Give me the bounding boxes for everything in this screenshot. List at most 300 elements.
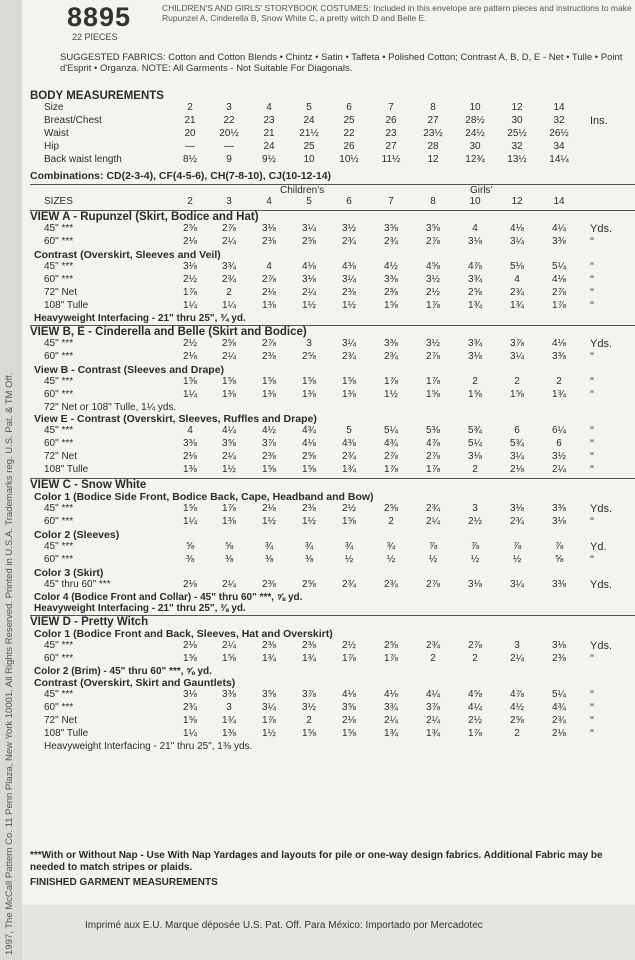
- value-cell: 3⅜: [552, 236, 566, 247]
- note-text: Heavyweight Interfacing - 21" thru 25", ¾ yd.: [34, 313, 246, 324]
- value-cell: 3⅜: [552, 579, 566, 590]
- value-cell: 2¼: [510, 653, 524, 664]
- row-label: 60" ***: [44, 653, 74, 664]
- value-cell: 6¼: [552, 425, 566, 436]
- value-cell: 2¾: [426, 640, 440, 651]
- row-label: 60" ***: [44, 516, 74, 527]
- size-cell: 4: [266, 196, 272, 207]
- value-cell: ⅞: [428, 541, 438, 552]
- value-cell: 26: [343, 141, 355, 152]
- value-cell: 2⅛: [183, 236, 197, 247]
- value-cell: 3⅛: [468, 351, 482, 362]
- value-cell: 1⅝: [302, 728, 316, 739]
- value-cell: 2⅝: [302, 579, 316, 590]
- value-cell: 2¼: [222, 579, 236, 590]
- unit-label: Yds.: [590, 640, 613, 652]
- value-cell: 1⅜: [222, 728, 236, 739]
- subsection-title: Contrast (Overskirt, Sleeves and Veil): [34, 249, 221, 261]
- value-cell: 1¾: [510, 300, 524, 311]
- value-cell: 2⅛: [262, 503, 276, 514]
- note-text: 72" Net or 108" Tulle, 1¼ yds.: [44, 402, 177, 413]
- value-cell: ⅜: [224, 554, 234, 565]
- value-cell: 3⅜: [384, 274, 398, 285]
- value-cell: 4¾: [384, 438, 398, 449]
- value-cell: 1⅞: [426, 376, 440, 387]
- value-cell: 3⅞: [262, 438, 276, 449]
- unit-label: ": [590, 689, 594, 701]
- view-section: [30, 615, 635, 752]
- value-cell: 2⅜: [342, 287, 356, 298]
- value-cell: 21½: [299, 128, 319, 139]
- size-cell: 6: [346, 196, 352, 207]
- unit-label: ": [590, 261, 594, 273]
- unit-label: ": [590, 351, 594, 363]
- value-cell: 4¼: [426, 689, 440, 700]
- value-cell: 12: [427, 154, 439, 165]
- value-cell: 2⅜: [262, 351, 276, 362]
- unit-label: ": [590, 653, 594, 665]
- value-cell: 24: [303, 115, 315, 126]
- value-cell: 1⅞: [426, 300, 440, 311]
- value-cell: 5⅜: [426, 425, 440, 436]
- value-cell: 3⅛: [468, 236, 482, 247]
- value-cell: ⅞: [470, 541, 480, 552]
- unit-label: ": [590, 715, 594, 727]
- value-cell: 12¾: [465, 154, 485, 165]
- value-cell: 2⅜: [302, 503, 316, 514]
- value-cell: 3¼: [510, 451, 524, 462]
- value-cell: ⅜: [304, 554, 314, 565]
- size-cell: 2: [187, 196, 193, 207]
- value-cell: 2⅛: [183, 640, 197, 651]
- value-cell: 1⅝: [183, 715, 197, 726]
- value-cell: 2: [430, 653, 436, 664]
- value-cell: 3⅞: [426, 702, 440, 713]
- value-cell: 23½: [423, 128, 443, 139]
- value-cell: 20: [184, 128, 196, 139]
- size-cell: 14: [553, 196, 565, 207]
- value-cell: 3¼: [262, 702, 276, 713]
- value-cell: 2¾: [552, 715, 566, 726]
- value-cell: 9: [226, 154, 232, 165]
- unit-label: ": [590, 274, 594, 286]
- value-cell: 28: [427, 141, 439, 152]
- value-cell: 3½: [302, 702, 316, 713]
- value-cell: 3¾: [468, 338, 482, 349]
- value-cell: 1⅜: [222, 389, 236, 400]
- value-cell: 1½: [222, 464, 236, 475]
- value-cell: 7: [388, 102, 394, 113]
- value-cell: ⅜: [264, 554, 274, 565]
- value-cell: 3⅜: [384, 338, 398, 349]
- row-label: 108" Tulle: [44, 464, 89, 475]
- value-cell: 22: [343, 128, 355, 139]
- value-cell: 2¼: [222, 351, 236, 362]
- table-row: [30, 261, 635, 274]
- value-cell: ⅝: [554, 554, 564, 565]
- pattern-number: 8895: [67, 2, 132, 32]
- value-cell: 5¼: [552, 261, 566, 272]
- value-cell: 28½: [465, 115, 485, 126]
- value-cell: 2⅝: [302, 451, 316, 462]
- combinations: Combinations: CD(2-3-4), CF(4-5-6), CH(7-8-10), CJ(10-12-14): [30, 170, 332, 182]
- value-cell: 3: [514, 640, 520, 651]
- table-row: [30, 702, 635, 715]
- value-cell: 4: [514, 274, 520, 285]
- value-cell: 2⅝: [302, 236, 316, 247]
- table-row: [30, 102, 635, 115]
- value-cell: 3¼: [342, 338, 356, 349]
- value-cell: 4¼: [552, 223, 566, 234]
- value-cell: 27: [427, 115, 439, 126]
- value-cell: 1⅝: [468, 389, 482, 400]
- value-cell: 1½: [342, 300, 356, 311]
- value-cell: ¾: [304, 541, 314, 552]
- value-cell: 4⅛: [552, 274, 566, 285]
- table-row: [30, 541, 635, 554]
- value-cell: 9½: [262, 154, 276, 165]
- row-label: 45" ***: [44, 376, 74, 387]
- value-cell: 1¾: [426, 728, 440, 739]
- value-cell: 4½: [384, 261, 398, 272]
- value-cell: 30: [469, 141, 481, 152]
- value-cell: 2⅜: [302, 640, 316, 651]
- value-cell: 22: [223, 115, 235, 126]
- value-cell: 4: [266, 102, 272, 113]
- value-cell: 2¼: [384, 715, 398, 726]
- yardage-chart: [22, 90, 635, 752]
- table-row: [30, 128, 635, 141]
- value-cell: 3½: [426, 274, 440, 285]
- value-cell: 1½: [262, 728, 276, 739]
- value-cell: 3⅝: [426, 223, 440, 234]
- value-cell: 2½: [468, 516, 482, 527]
- value-cell: ¾: [344, 541, 354, 552]
- unit-label: ": [590, 451, 594, 463]
- table-row: [30, 464, 635, 477]
- size-cell: 8: [430, 196, 436, 207]
- value-cell: 3¼: [510, 579, 524, 590]
- row-label: 45" ***: [44, 223, 74, 234]
- value-cell: 24: [263, 141, 275, 152]
- value-cell: 2⅜: [552, 653, 566, 664]
- row-label: Back waist length: [44, 154, 122, 165]
- value-cell: 14¼: [549, 154, 569, 165]
- value-cell: 1⅝: [183, 503, 197, 514]
- value-cell: 4⅞: [510, 689, 524, 700]
- value-cell: 3½: [342, 223, 356, 234]
- row-label: 108" Tulle: [44, 728, 89, 739]
- value-cell: 2⅞: [552, 287, 566, 298]
- note-text: Heavyweight Interfacing - 21" thru 25", ⅜ yd.: [34, 603, 246, 614]
- value-cell: 2½: [342, 503, 356, 514]
- value-cell: 1⅞: [468, 728, 482, 739]
- value-cell: 1¾: [342, 464, 356, 475]
- value-cell: 2: [226, 287, 232, 298]
- value-cell: 1¾: [222, 715, 236, 726]
- subsection-title: Color 3 (Skirt): [34, 567, 104, 579]
- value-cell: 4: [472, 223, 478, 234]
- value-cell: 1⅞: [384, 376, 398, 387]
- value-cell: 26½: [549, 128, 569, 139]
- value-cell: 2¾: [342, 579, 356, 590]
- table-row: [30, 516, 635, 529]
- value-cell: 3⅜: [552, 503, 566, 514]
- value-cell: 2¾: [342, 236, 356, 247]
- value-cell: 3¾: [468, 274, 482, 285]
- value-cell: 1⅝: [302, 376, 316, 387]
- table-row: [30, 715, 635, 728]
- value-cell: 8½: [183, 154, 197, 165]
- value-cell: 25: [343, 115, 355, 126]
- row-label: 72" Net: [44, 451, 78, 462]
- value-cell: 2⅞: [262, 274, 276, 285]
- value-cell: 3⅝: [342, 702, 356, 713]
- row-label: 60" ***: [44, 389, 74, 400]
- value-cell: 2¾: [342, 351, 356, 362]
- value-cell: 14: [553, 102, 565, 113]
- row-label: 45" ***: [44, 541, 74, 552]
- value-cell: ½: [344, 554, 354, 565]
- value-cell: 1¼: [183, 300, 197, 311]
- value-cell: 2⅛: [510, 464, 524, 475]
- row-label: 72" Net: [44, 715, 78, 726]
- value-cell: 4¼: [468, 702, 482, 713]
- value-cell: 2⅝: [183, 223, 197, 234]
- value-cell: 2⅞: [384, 451, 398, 462]
- view-section: [30, 325, 635, 477]
- value-cell: 3⅛: [262, 223, 276, 234]
- subsection-title: Contrast (Overskirt, Skirt and Gauntlets): [34, 677, 236, 689]
- row-label: Breast/Chest: [44, 115, 102, 126]
- value-cell: 4⅛: [302, 438, 316, 449]
- row-label: Waist: [44, 128, 69, 139]
- value-cell: ¾: [386, 541, 396, 552]
- value-cell: 2⅜: [262, 640, 276, 651]
- value-cell: —: [185, 141, 195, 152]
- value-cell: 1⅝: [222, 653, 236, 664]
- sizes-header: [30, 184, 635, 209]
- value-cell: 1⅜: [222, 516, 236, 527]
- value-cell: 2⅞: [222, 223, 236, 234]
- value-cell: 6: [514, 425, 520, 436]
- row-label: 72" Net: [44, 287, 78, 298]
- value-cell: 4: [266, 261, 272, 272]
- unit-label: ": [590, 702, 594, 714]
- unit-label: Ins.: [590, 115, 608, 127]
- value-cell: 2¼: [552, 464, 566, 475]
- value-cell: 20½: [219, 128, 239, 139]
- table-row: [30, 141, 635, 154]
- value-cell: 1¾: [552, 389, 566, 400]
- value-cell: 1¾: [262, 653, 276, 664]
- value-cell: 3⅜: [552, 351, 566, 362]
- value-cell: 3⅛: [183, 261, 197, 272]
- row-label: Size: [44, 102, 64, 113]
- value-cell: 2¾: [342, 451, 356, 462]
- row-label: 60" ***: [44, 554, 74, 565]
- subsection-title: View B - Contrast (Sleeves and Drape): [34, 364, 225, 376]
- value-cell: 3⅛: [468, 451, 482, 462]
- value-cell: ⅜: [185, 554, 195, 565]
- header: [22, 0, 635, 52]
- value-cell: 1⅝: [222, 376, 236, 387]
- value-cell: 3½: [426, 338, 440, 349]
- row-label: 60" ***: [44, 274, 74, 285]
- value-cell: 1¾: [302, 653, 316, 664]
- table-row: [30, 236, 635, 249]
- unit-label: ": [590, 554, 594, 566]
- value-cell: 2¾: [384, 351, 398, 362]
- value-cell: 2: [514, 728, 520, 739]
- value-cell: 1¼: [183, 728, 197, 739]
- value-cell: 2⅝: [468, 287, 482, 298]
- row-label: 60" ***: [44, 702, 74, 713]
- value-cell: 1⅞: [552, 300, 566, 311]
- value-cell: 21: [263, 128, 275, 139]
- row-label: Hip: [44, 141, 60, 152]
- unit-label: ": [590, 389, 594, 401]
- footnote-text: ***With or Without Nap - Use With Nap Yardages and layouts for pile or one-way design fabrics. Additional Fabric may be needed to match stripes or plaids.: [30, 850, 603, 873]
- unit-label: ": [590, 728, 594, 740]
- pieces-count: 22 PIECES: [72, 32, 118, 42]
- value-cell: 4⅛: [510, 223, 524, 234]
- value-cell: 8: [430, 102, 436, 113]
- size-cell: 7: [388, 196, 394, 207]
- value-cell: 2⅛: [552, 728, 566, 739]
- unit-label: ": [590, 287, 594, 299]
- value-cell: 3⅝: [262, 689, 276, 700]
- row-label: 45" ***: [44, 689, 74, 700]
- nap-footnote: [30, 850, 629, 889]
- table-row: [30, 554, 635, 567]
- value-cell: 2½: [468, 715, 482, 726]
- value-cell: 1⅜: [262, 389, 276, 400]
- value-cell: 2½: [183, 338, 197, 349]
- value-cell: ½: [512, 554, 522, 565]
- row-label: 45" ***: [44, 261, 74, 272]
- value-cell: 4¾: [552, 702, 566, 713]
- value-cell: 3⅝: [222, 438, 236, 449]
- value-cell: 2¼: [222, 451, 236, 462]
- view-title: VIEW C - Snow White: [30, 479, 147, 491]
- value-cell: 2⅛: [183, 351, 197, 362]
- value-cell: 2: [388, 516, 394, 527]
- value-cell: 3: [226, 702, 232, 713]
- value-cell: 1⅞: [183, 287, 197, 298]
- value-cell: 2⅞: [426, 451, 440, 462]
- value-cell: 5¼: [552, 689, 566, 700]
- value-cell: 2⅝: [384, 640, 398, 651]
- value-cell: 12: [511, 102, 523, 113]
- value-cell: 2⅝: [222, 338, 236, 349]
- value-cell: 1⅝: [183, 376, 197, 387]
- value-cell: 1½: [384, 389, 398, 400]
- value-cell: 3⅞: [510, 338, 524, 349]
- value-cell: —: [224, 141, 234, 152]
- table-row: [30, 376, 635, 389]
- value-cell: 2⅞: [262, 338, 276, 349]
- bottom-imprint: Imprimé aux E.U. Marque déposée U.S. Pat. Off. Para México: Importado por Mercadotec: [85, 920, 483, 931]
- row-label: 60" ***: [44, 236, 74, 247]
- value-cell: 4¾: [302, 425, 316, 436]
- note-text: Heavyweight Interfacing - 21" thru 25", 1⅜ yds.: [44, 741, 253, 752]
- value-cell: 25: [303, 141, 315, 152]
- value-cell: 2: [472, 653, 478, 664]
- girls-label: Girls': [470, 185, 493, 196]
- value-cell: 5¾: [468, 425, 482, 436]
- value-cell: 3⅜: [222, 689, 236, 700]
- value-cell: 2¼: [426, 715, 440, 726]
- value-cell: 3⅛: [510, 503, 524, 514]
- size-cell: 10: [469, 196, 481, 207]
- suggested-fabrics: SUGGESTED FABRICS: Cotton and Cotton Blends • Chintz • Satin • Taffeta • Polished Cotton; Contrast A, B, D, E - Net • Tulle • Point d'Esprit • Organza. NOTE: All Garments - Not Suitable For Diagonals.: [60, 52, 623, 74]
- value-cell: 2¾: [510, 516, 524, 527]
- value-cell: 21: [184, 115, 196, 126]
- value-cell: 3⅛: [183, 689, 197, 700]
- value-cell: 3¾: [222, 261, 236, 272]
- value-cell: 1⅜: [302, 389, 316, 400]
- value-cell: ½: [470, 554, 480, 565]
- value-cell: 5¼: [468, 438, 482, 449]
- value-cell: 1½: [302, 516, 316, 527]
- table-row: [30, 274, 635, 287]
- unit-label: Yd.: [590, 541, 607, 553]
- table-row: [30, 351, 635, 364]
- value-cell: 1¼: [222, 300, 236, 311]
- value-cell: 2⅞: [426, 579, 440, 590]
- value-cell: 5: [346, 425, 352, 436]
- childrens-label: Children's: [280, 185, 325, 196]
- value-cell: 2¾: [384, 579, 398, 590]
- table-row: [30, 425, 635, 438]
- value-cell: 3¼: [342, 274, 356, 285]
- unit-label: ": [590, 300, 594, 312]
- table-row: [30, 728, 635, 741]
- row-label: 60" ***: [44, 351, 74, 362]
- value-cell: 3⅜: [183, 438, 197, 449]
- view-section: [30, 478, 635, 614]
- value-cell: 2¾: [222, 274, 236, 285]
- value-cell: ⅝: [224, 541, 234, 552]
- body-measurements-title: BODY MEASUREMENTS: [30, 90, 164, 102]
- note-text: Color 4 (Bodice Front and Collar) - 45" thru 60" ***, ⅝ yd.: [34, 592, 303, 603]
- value-cell: 4⅛: [302, 261, 316, 272]
- value-cell: 32: [553, 115, 565, 126]
- size-cell: 12: [511, 196, 523, 207]
- unit-label: ": [590, 236, 594, 248]
- value-cell: 3¼: [510, 236, 524, 247]
- table-row: [30, 389, 635, 402]
- value-cell: 2⅞: [426, 236, 440, 247]
- table-row: [30, 300, 635, 313]
- subsection-title: View E - Contrast (Overskirt, Sleeves, Ruffles and Drape): [34, 413, 317, 425]
- value-cell: 2¾: [183, 702, 197, 713]
- table-row: [30, 115, 635, 128]
- value-cell: 1¾: [384, 728, 398, 739]
- unit-label: Yds.: [590, 503, 613, 515]
- table-row: [30, 689, 635, 702]
- value-cell: 2¾: [510, 287, 524, 298]
- value-cell: 26: [385, 115, 397, 126]
- value-cell: 2: [187, 102, 193, 113]
- value-cell: 5⅛: [510, 261, 524, 272]
- row-label: 108" Tulle: [44, 300, 89, 311]
- table-row: [30, 640, 635, 653]
- value-cell: 1⅝: [426, 389, 440, 400]
- value-cell: 2¼: [426, 516, 440, 527]
- view-title: VIEW A - Rupunzel (Skirt, Bodice and Hat): [30, 211, 259, 223]
